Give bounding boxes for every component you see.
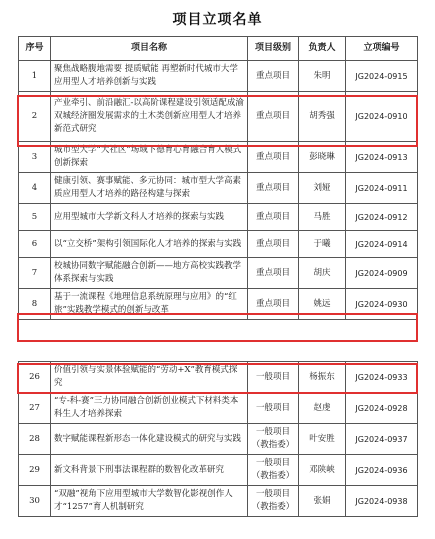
row-number: 27: [19, 393, 51, 424]
project-level: 重点项目: [248, 61, 299, 92]
table-row: [19, 424, 418, 455]
project-leader: 杨振东: [299, 362, 346, 393]
project-code: JG2024-0937: [346, 424, 418, 455]
table-row: [19, 173, 418, 204]
row-number: 1: [19, 61, 51, 92]
project-code: JG2024-0914: [346, 231, 418, 258]
project-leader: 赵虔: [299, 393, 346, 424]
project-level: 重点项目: [248, 204, 299, 231]
table-row: [19, 393, 418, 424]
row-number: 5: [19, 204, 51, 231]
project-leader: 姚远: [299, 289, 346, 320]
project-name: 城市型大学“大社区”场域下德育心育融合育人模式创新探索: [51, 142, 248, 173]
project-leader: 邓陕峡: [299, 455, 346, 486]
table-row: [19, 455, 418, 486]
project-code: JG2024-0936: [346, 455, 418, 486]
table-row: [19, 61, 418, 92]
table-row: [19, 486, 418, 517]
project-level: 一般项目: [248, 393, 299, 424]
project-level: 重点项目: [248, 142, 299, 173]
project-code: JG2024-0910: [346, 92, 418, 142]
table-row: [19, 289, 418, 320]
project-code: JG2024-0930: [346, 289, 418, 320]
project-name: 校城协同数字赋能融合创新——地方高校实践教学体系探索与实践: [51, 258, 248, 289]
project-name: 产业牵引、前沿融汇-以高阶课程建设引领适配成渝双城经济圈发展需求的土木类创新应用型人才培养新范式研究: [51, 92, 248, 142]
header-leader: 负责人: [299, 37, 346, 61]
project-leader: 张娟: [299, 486, 346, 517]
project-leader: 叶安胜: [299, 424, 346, 455]
project-leader: 彭晓琳: [299, 142, 346, 173]
header-code: 立项编号: [346, 37, 418, 61]
project-name: 新文科背景下刑事法课程群的数智化改革研究: [51, 455, 248, 486]
project-level: 重点项目: [248, 289, 299, 320]
project-name: 聚焦战略腹地需要 提质赋能 再塑新时代城市大学应用型人才培养创新与实践: [51, 61, 248, 92]
row-number: 7: [19, 258, 51, 289]
project-table-bottom: [18, 361, 418, 517]
project-leader: 刘娅: [299, 173, 346, 204]
project-leader: 朱明: [299, 61, 346, 92]
project-name: “专-科-赛”三力协同融合创新创业模式下材料类本科生人才培养探索: [51, 393, 248, 424]
page-title: 项目立项名单: [172, 12, 263, 28]
project-level: 重点项目: [248, 231, 299, 258]
table-header-row: [19, 37, 418, 61]
project-table-top: [18, 36, 418, 320]
row-number: 29: [19, 455, 51, 486]
project-code: JG2024-0911: [346, 173, 418, 204]
project-level: 一般项目 （教指委）: [248, 486, 299, 517]
project-leader: 胡庆: [299, 258, 346, 289]
project-level: 一般项目: [248, 362, 299, 393]
project-leader: 马胜: [299, 204, 346, 231]
row-number: 8: [19, 289, 51, 320]
project-name: 应用型城市大学新文科人才培养的探索与实践: [51, 204, 248, 231]
project-code: JG2024-0915: [346, 61, 418, 92]
table-row: [19, 231, 418, 258]
project-name: 以“立交桥”架构引领国际化人才培养的探索与实践: [51, 231, 248, 258]
project-code: JG2024-0913: [346, 142, 418, 173]
table-row: [19, 204, 418, 231]
project-code: JG2024-0912: [346, 204, 418, 231]
project-level: 重点项目: [248, 258, 299, 289]
project-code: JG2024-0933: [346, 362, 418, 393]
project-leader: 于曦: [299, 231, 346, 258]
row-number: 6: [19, 231, 51, 258]
project-level: 重点项目: [248, 92, 299, 142]
project-level: 一般项目 （教指委）: [248, 424, 299, 455]
project-leader: 胡秀强: [299, 92, 346, 142]
project-level: 一般项目 （教指委）: [248, 455, 299, 486]
table-row: [19, 142, 418, 173]
project-code: JG2024-0909: [346, 258, 418, 289]
row-number: 3: [19, 142, 51, 173]
header-level: 项目级别: [248, 37, 299, 61]
header-no: 序号: [19, 37, 51, 61]
project-name: 数字赋能课程新形态一体化建设模式的研究与实践: [51, 424, 248, 455]
project-name: 价值引领与实景体验赋能的“劳动+X”教育模式探究: [51, 362, 248, 393]
project-name: 健康引领、赛事赋能、多元协同：城市型大学高素质应用型人才培养的路径构建与探索: [51, 173, 248, 204]
row-number: 4: [19, 173, 51, 204]
row-number: 2: [19, 92, 51, 142]
header-name: 项目名称: [51, 37, 248, 61]
table-row: [19, 92, 418, 142]
row-number: 26: [19, 362, 51, 393]
project-name: “双融”视角下应用型城市大学数智化影视创作人才“1257”育人机制研究: [51, 486, 248, 517]
row-number: 28: [19, 424, 51, 455]
project-code: JG2024-0938: [346, 486, 418, 517]
table-row: [19, 362, 418, 393]
project-code: JG2024-0928: [346, 393, 418, 424]
project-name: 基于一流课程《地理信息系统原理与应用》的“红旅”实践教学模式的创新与改革: [51, 289, 248, 320]
row-number: 30: [19, 486, 51, 517]
table-row: [19, 258, 418, 289]
project-level: 重点项目: [248, 173, 299, 204]
